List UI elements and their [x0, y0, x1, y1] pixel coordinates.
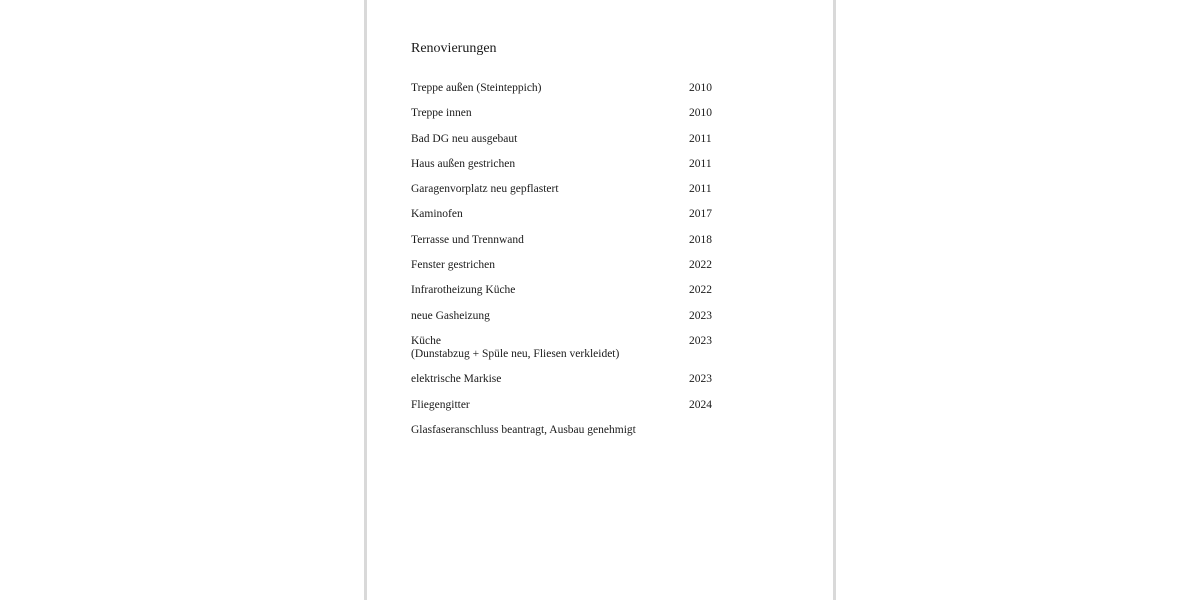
entry-text: Terrasse und Trennwand [411, 233, 524, 246]
entry-text: elektrische Markise [411, 373, 502, 386]
entry-text [411, 335, 681, 361]
entry-year: 2018 [689, 233, 712, 246]
renovation-list [411, 82, 731, 449]
list-item [411, 310, 731, 323]
list-item [411, 335, 731, 361]
entry-text: Garagenvorplatz neu gepflastert [411, 183, 559, 196]
entry-year: 2023 [689, 373, 712, 386]
entry-year: 2022 [689, 259, 712, 272]
entry-text-line-1: Küche [411, 334, 442, 347]
list-item [411, 208, 731, 221]
entry-year: 2011 [689, 132, 712, 145]
list-item [411, 399, 731, 412]
entry-text: Glasfaseranschluss beantragt, Ausbau genehmigt [411, 423, 636, 436]
entry-text: Treppe innen [411, 107, 472, 120]
entry-year: 2011 [689, 157, 712, 170]
entry-text: Haus außen gestrichen [411, 157, 516, 170]
list-item [411, 284, 731, 297]
entry-text: Infrarotheizung Küche [411, 284, 516, 297]
entry-year: 2017 [689, 208, 712, 221]
list-item [411, 373, 731, 386]
entry-text: Fliegengitter [411, 398, 470, 411]
entry-year: 2010 [689, 107, 712, 120]
entry-text-line-2: (Dunstabzug + Spüle neu, Fliesen verkleidet) [411, 347, 620, 360]
entry-text: Bad DG neu ausgebaut [411, 132, 518, 145]
entry-year: 2023 [689, 309, 712, 322]
entry-year: 2023 [689, 334, 712, 347]
list-item [411, 234, 731, 247]
entry-year: 2011 [689, 183, 712, 196]
entry-text: Fenster gestrichen [411, 259, 495, 272]
entry-text: Kaminofen [411, 208, 463, 221]
page-title: Renovierungen [411, 41, 497, 56]
document-page [364, 0, 836, 600]
list-item [411, 133, 731, 146]
entry-text: neue Gasheizung [411, 309, 490, 322]
entry-year: 2024 [689, 398, 712, 411]
entry-year: 2022 [689, 284, 712, 297]
list-item [411, 424, 731, 437]
list-item [411, 82, 731, 95]
list-item [411, 107, 731, 120]
list-item [411, 158, 731, 171]
list-item [411, 183, 731, 196]
entry-text: Treppe außen (Steinteppich) [411, 82, 542, 94]
entry-year: 2010 [689, 82, 712, 94]
list-item [411, 259, 731, 272]
